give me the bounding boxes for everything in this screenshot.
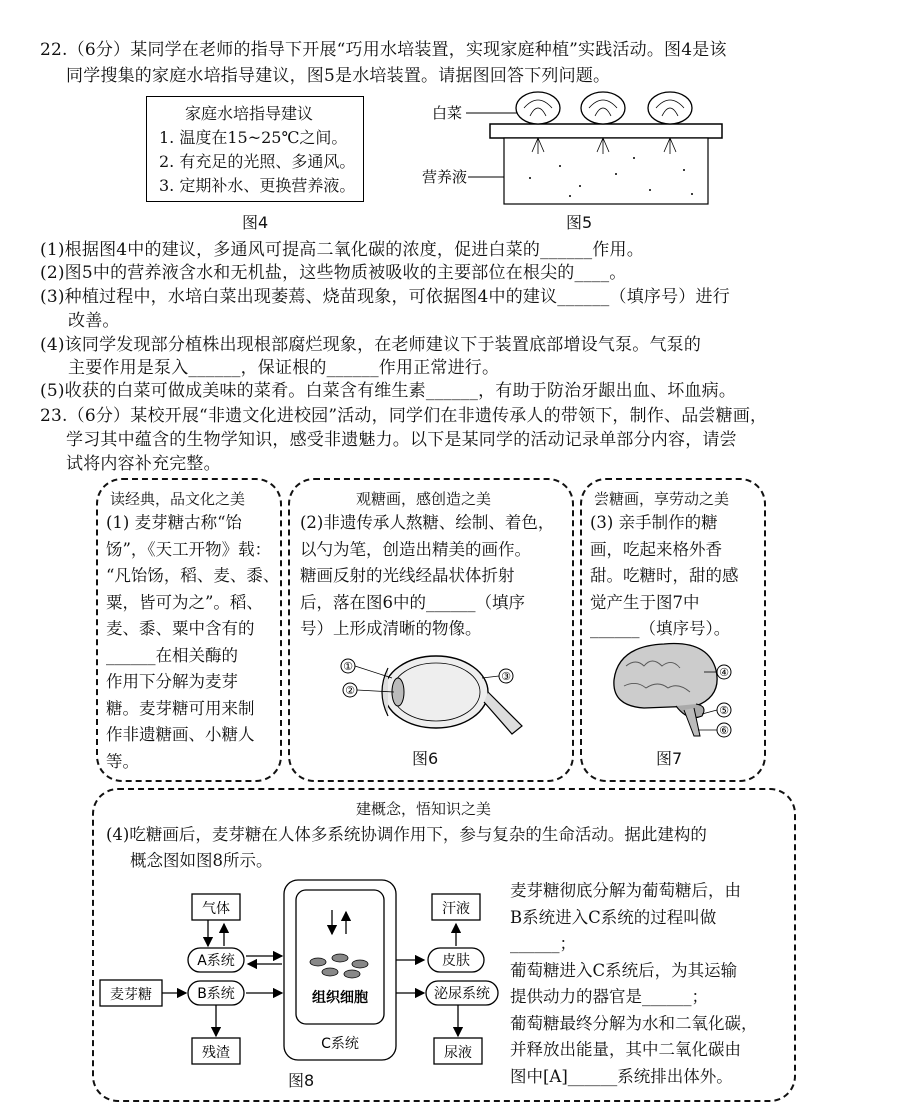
box1-line: 麦、黍、粟中含有的 [106, 619, 255, 638]
fig8-caption: 图8 [288, 1071, 315, 1090]
node-c-system: C系统 [321, 1036, 359, 1052]
q22-sub-3: (3)种植过程中，水培白菜出现萎蔫、烧苗现象，可依据图4中的建议______（填序号）进行 [40, 287, 730, 307]
box1-line: 粟，皆可为之”。稻、 [106, 592, 263, 612]
eye-marker-1: ① [343, 660, 353, 673]
node-a-system: A系统 [197, 953, 235, 969]
q22-sub-2: (2)图5中的营养液含水和无机盐，这些物质被吸收的主要部位在根尖的____。 [40, 263, 627, 283]
box3-line: 画，吃起来格外香 [590, 539, 722, 559]
guide-box-title: 家庭水培指导建议 [185, 104, 314, 123]
box4-right-line: 葡萄糖进入C系统后，为其运输 [510, 960, 738, 980]
q22-sub-4-cont: 主要作用是泵入______，保证根的______作用正常进行。 [68, 358, 500, 378]
box1-line: ______在相关酶的 [106, 645, 238, 665]
node-maltose: 麦芽糖 [110, 987, 152, 1003]
box1-line: 作非遗糖画、小糖人 [106, 725, 255, 744]
brain-marker-5: ⑤ [719, 704, 729, 717]
q22-line-1: 22.（6分）某同学在老师的指导下开展“巧用水培装置，实现家庭种植”实践活动。图4是该 [40, 40, 727, 60]
box1-line: “凡饴饧，稻、麦、黍、 [106, 566, 280, 585]
q22-sub-1: (1)根据图4中的建议，多通风可提高二氧化碳的浓度，促进白菜的______作用。 [40, 240, 644, 260]
cabbage-label: 白菜 [432, 104, 463, 122]
box2-text [300, 510, 554, 643]
box3-line: ______（填序号）。 [590, 619, 731, 638]
box2-line: 号）上形成清晰的物像。 [300, 619, 482, 638]
guide-item-1: 1. 温度在15~25℃之间。 [159, 128, 348, 147]
box2-line: 以勺为笔，创造出精美的画作。 [300, 539, 531, 559]
fig7-caption: 图7 [656, 749, 683, 768]
fig5-caption: 图5 [566, 213, 593, 232]
guide-item-2: 2. 有充足的光照、多通风。 [159, 152, 356, 171]
concept-map-figure [96, 876, 506, 1066]
node-gas: 气体 [202, 901, 230, 917]
fig6-caption: 图6 [412, 749, 439, 768]
node-urine: 尿液 [444, 1045, 472, 1061]
box3-line: (3) 亲手制作的糖 [590, 513, 718, 532]
box1-line: 作用下分解为麦芽 [106, 672, 238, 691]
box3-line: 觉产生于图7中 [590, 592, 700, 612]
q22-sub-4: (4)该同学发现部分植株出现根部腐烂现象，在老师建议下于装置底部增设气泵。气泵的 [40, 335, 702, 355]
box4-line-2: 概念图如图8所示。 [130, 851, 273, 870]
q23-line-2: 学习其中蕴含的生物学知识，感受非遗魅力。以下是某同学的活动记录单部分内容，请尝 [66, 430, 737, 450]
box1-text [106, 510, 279, 775]
box1-line: 饧”，《天工开物》载： [106, 539, 272, 559]
brain-marker-6: ⑥ [719, 724, 729, 737]
q23-line-3: 试将内容补充完整。 [66, 454, 221, 474]
box1-line: (1) 麦芽糖古称“饴 [106, 513, 243, 532]
box4-right-text [510, 878, 758, 1090]
box3-line: 甜。吃糖时，甜的感 [590, 566, 739, 585]
hydroponic-device-figure [420, 86, 740, 206]
box4-right-line: B系统进入C系统的过程叫做 [510, 907, 717, 927]
q22-sub-5: (5)收获的白菜可做成美味的菜肴。白菜含有维生素______，有助于防治牙龈出血、坏血病。 [40, 381, 737, 401]
box3-text [590, 510, 739, 643]
node-b-system: B系统 [197, 986, 235, 1002]
brain-marker-4: ④ [719, 666, 729, 679]
q23-line-1: 23.（6分）某校开展“非遗文化进校园”活动，同学们在非遗传承人的带领下，制作、品尝糖画， [40, 406, 768, 426]
node-skin: 皮肤 [442, 953, 470, 969]
brain-figure [604, 636, 754, 744]
box2-line: (2)非遗传承人熬糖、绘制、着色， [300, 513, 555, 532]
box2-title: 观糖画，感创造之美 [356, 490, 492, 508]
box1-line: 等。 [106, 751, 139, 771]
node-sweat: 汗液 [442, 901, 470, 917]
node-tissue-cells: 组织细胞 [312, 990, 368, 1006]
box4-right-line: 图中[A]______系统排出体外。 [510, 1066, 733, 1086]
guide-item-3: 3. 定期补水、更换营养液。 [159, 176, 356, 195]
box4-line-1: (4)吃糖画后，麦芽糖在人体多系统协调作用下，参与复杂的生命活动。据此建构的 [106, 825, 707, 844]
box4-right-line: ______； [510, 934, 576, 953]
box4-right-line: 提供动力的器官是______； [510, 987, 708, 1006]
box1-title: 读经典，品文化之美 [110, 490, 246, 508]
eye-marker-3: ③ [501, 670, 511, 683]
box2-line: 糖画反射的光线经晶状体折射 [300, 566, 515, 585]
guide-box [146, 96, 364, 202]
fig4-caption: 图4 [242, 213, 269, 232]
box4-right-line: 麦芽糖彻底分解为葡萄糖后，由 [510, 881, 741, 900]
box4-right-line: 葡萄糖最终分解为水和二氧化碳， [510, 1013, 758, 1033]
eye-marker-2: ② [345, 684, 355, 697]
q22-sub-3-cont: 改善。 [68, 311, 120, 331]
nutrient-label: 营养液 [422, 168, 468, 186]
box4-right-line: 并释放出能量，其中二氧化碳由 [510, 1040, 741, 1059]
q22-line-2: 同学搜集的家庭水培指导建议，图5是水培装置。请据图回答下列问题。 [66, 66, 611, 86]
node-urinary-system: 泌尿系统 [434, 986, 490, 1002]
box2-line: 后，落在图6中的______（填序 [300, 592, 525, 612]
box1-line: 糖。麦芽糖可用来制 [106, 698, 255, 718]
eye-figure [336, 650, 536, 742]
box4-title: 建概念，悟知识之美 [356, 800, 492, 818]
node-residue: 残渣 [202, 1045, 230, 1061]
box3-title: 尝糖画，享劳动之美 [594, 490, 730, 508]
